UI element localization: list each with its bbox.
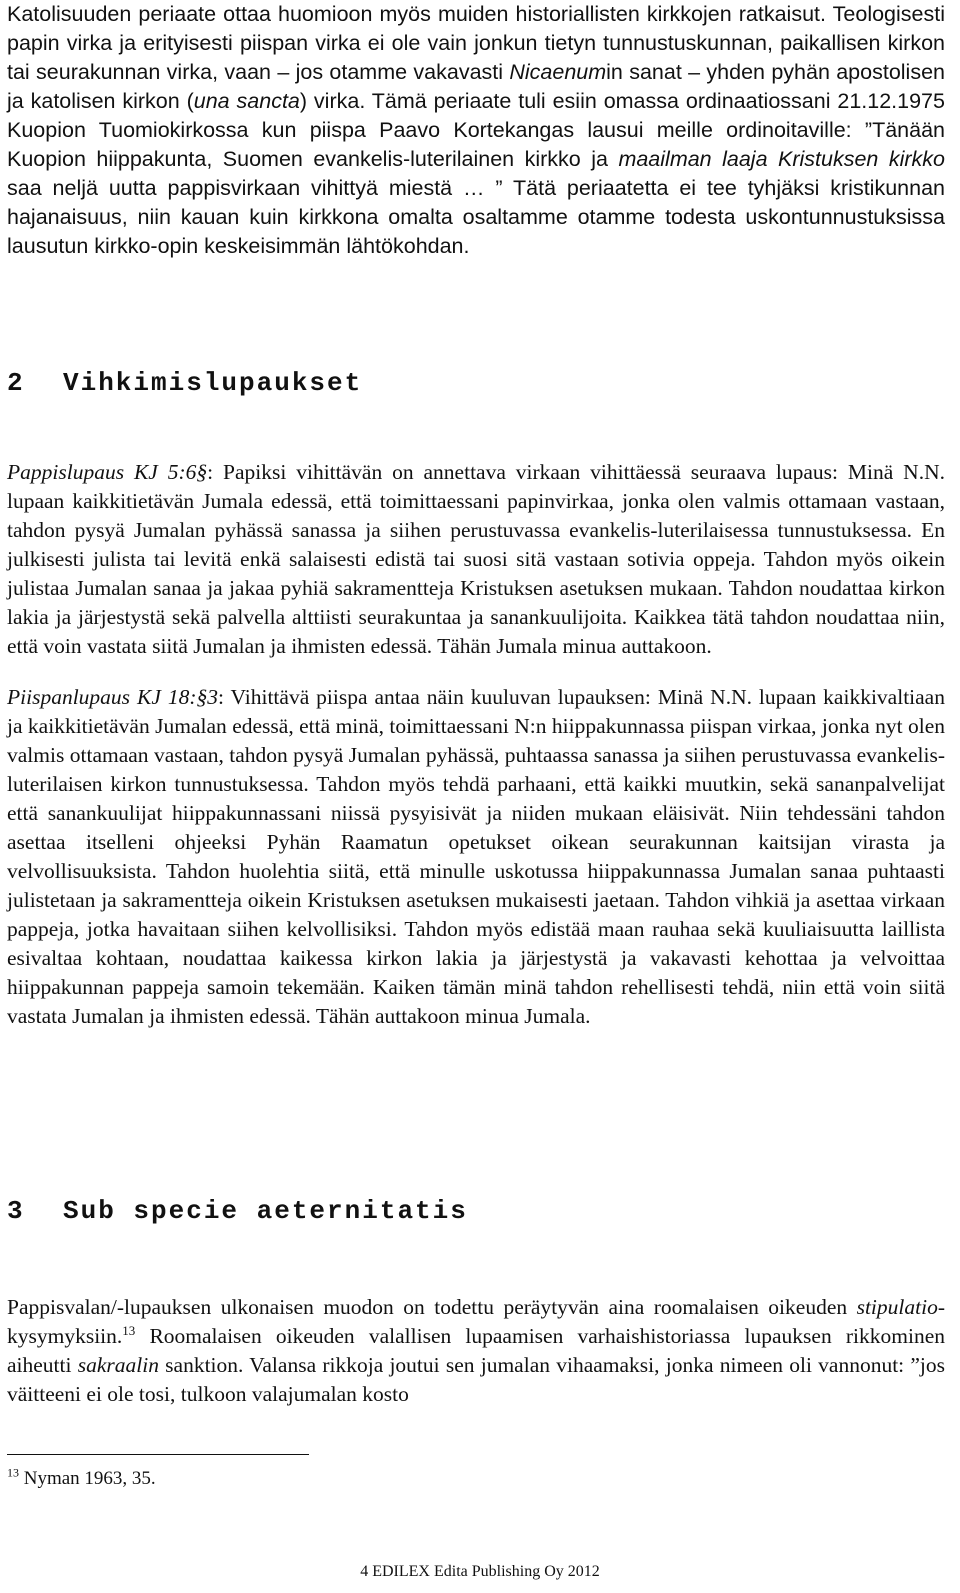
piispanlupaus-text: : Vihittävä piispa antaa näin kuuluvan lupauksen: Minä N.N. lupaan kaikkivaltiaan ja kaikkitietävän Jumalan edessä, että minä, toimittaessani N:n hiippakunnassa piispan virkaa, jonka nyt olen valmis ottamaan vastaan, tahdon pysyä Jumalan pyhässä, puhtaassa sanassa ja siihen perustuvassa evankelis-luterilaisen kirkon tunnustuksessa. Tahdon myös tehdä parhaani, että kaikki muutkin, sekä sananpalvelijat että sanankuulijat hiippakunnassani niissä pysyisivät ja niiden mukaan eläisivät. Niin tehdessäni tahdon asettaa itselleni ohjeeksi Pyhän Raamatun opetukset oikean seurakunnan kaitsijan virasta ja velvollisuuksista. Tahdon huolehtia siitä, että minulle uskotussa hiippakunnassa Jumalan sanaa puhtaasti julistetaan ja sakramentteja oikein Kristuksen asetuksen mukaisesti jaetaan. Tahdon vihkiä ja asettaa virkaan pappeja, jotka havaitaan siihen kelvollisiksi. Tahdon myös edistää maan rauhaa sekä kuuliaisuutta laillista esivaltaa kohtaan, noudattaa kaikessa kirkon lakia ja järjestystä ja vakavasti kehottaa ja velvoittaa hiippakunnan pappeja samoin tekemään. Kaiken tämän minä tahdon rehellisesti tehdä, niin että voin siitä vastata Jumalan ja ihmisten edessä. Tähän auttakoon minua Jumala. <box>7 685 945 1028</box>
intro-text-4: saa neljä uutta pappisvirkaan vihittyä miestä … ” Tätä periaatetta ei tee tyhjäksi kristikunnan hajanaisuus, niin kauan kuin kirkkona omalta osaltamme otamme todesta uskontunnustuksissa lausutun kirkko-opin keskeisimmän lähtökohdan. <box>7 176 945 258</box>
intro-maailman: maailman laaja Kristuksen kirkko <box>618 147 945 171</box>
final-text-1: Pappisvalan/-lupauksen ulkonaisen muodon on todettu peräytyvän aina roomalaisen oikeuden <box>7 1295 857 1319</box>
intro-paragraph <box>7 0 945 261</box>
intro-text-1: Katolisuuden periaate ottaa huomioon myös muiden historiallisten kirkkojen ratkaisut. Teologisesti papin virka ja erityisesti piispan virka ei ole vain jonkun tietyn tunnustuskunnan, paikallisen kirkon tai seurakunnan virka, vaan – jos otamme vakavasti <box>7 2 945 84</box>
footnote-divider <box>7 1454 309 1455</box>
final-paragraph <box>7 1293 945 1409</box>
intro-text-2: in sanat – yhden pyhän apostolisen ja katolisen kirkon ( <box>7 60 945 113</box>
intro-text-3: ) virka. Tämä periaate tuli esiin omassa ordinaatiossani 21.12.1975 Kuopion Tuomiokirkossa kun piispa Paavo Kortekangas lausui meille ordinoitaville: ”Tänään Kuopion hiippakunta, Suomen evankelis-luterilainen kirkko ja <box>7 89 945 171</box>
section-3-title: Sub specie aeternitatis <box>63 1196 468 1226</box>
piispanlupaus-paragraph <box>7 683 945 1031</box>
section-2-heading <box>7 368 362 398</box>
section-3-heading <box>7 1196 468 1226</box>
footnote <box>7 1465 156 1490</box>
piispanlupaus-label: Piispanlupaus KJ 18:§3 <box>7 685 218 709</box>
pappislupaus-label: Pappislupaus KJ 5:6§ <box>7 460 208 484</box>
footnote-number: 13 <box>7 1465 19 1480</box>
section-2-title: Vihkimislupaukset <box>63 368 363 398</box>
final-text-4: sanktion. Valansa rikkoja joutui sen jumalan vihaamaksi, jonka nimeen oli vannonut: ”jos väitteeni ei ole tosi, tulkoon valajumalan kosto <box>7 1353 945 1406</box>
final-stipulatio: stipulatio <box>856 1295 938 1319</box>
footnote-text: Nyman 1963, 35. <box>19 1468 156 1489</box>
final-sakraalin: sakraalin <box>77 1353 159 1377</box>
intro-nicaenum: Nicaenum <box>509 60 607 84</box>
section-3-number: 3 <box>7 1196 25 1226</box>
section-2-number: 2 <box>7 368 25 398</box>
page-footer: 4 EDILEX Edita Publishing Oy 2012 <box>360 1563 600 1580</box>
pappislupaus-text: : Papiksi vihittävän on annettava virkaan vihittäessä seuraava lupaus: Minä N.N. lupaan kaikkitietävän Jumala edessä, että toimittaessani papinvirkaa, jonka olen valmis ottamaan vastaan, tahdon pysyä Jumalan pyhässä sanassa ja siihen perustuvassa evankelis-luterilaisessa tunnustuksessa. En julkisesti julista tai levitä enkä salaisesti edistä tai suosi sitä vastaan sotivia oppeja. Tahdon myös oikein julistaa Jumalan sanaa ja jakaa pyhiä sakramentteja Kristuksen asetuksen mukaan. Tahdon noudattaa kirkon lakia ja järjestystä sekä palvella alttiisti seurakuntaa ja sanankuulijoita. Kaikkea tätä tahdon noudattaa niin, että voin vastata siitä Jumalan ja ihmisten edessä. Tähän Jumala minua auttakoon. <box>7 460 945 658</box>
pappislupaus-paragraph <box>7 458 945 661</box>
final-text-3: Roomalaisen oikeuden valallisen lupaamisen varhaishistoriassa lupauksen rikkominen aiheutti <box>7 1324 945 1377</box>
footnote-reference[interactable]: 13 <box>122 1322 136 1338</box>
final-text-2: -kysymyksiin. <box>7 1295 945 1348</box>
intro-una-sancta: una sancta <box>193 89 300 113</box>
